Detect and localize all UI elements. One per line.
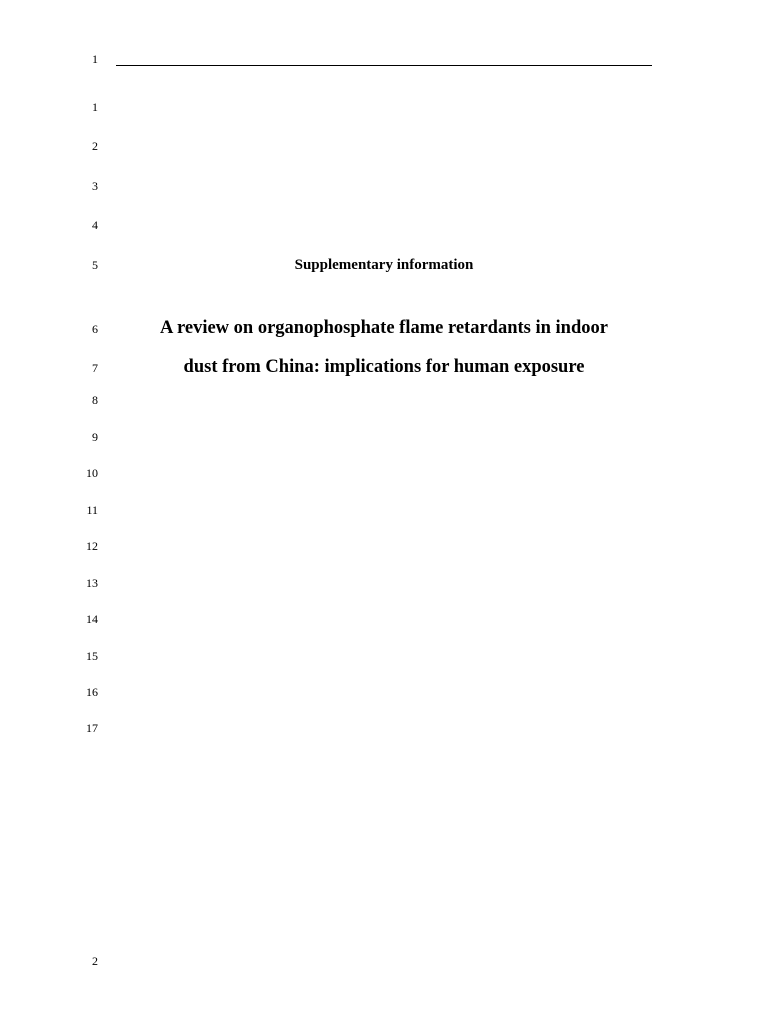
document-title-line-1: A review on organophosphate flame retardants in indoor bbox=[160, 318, 608, 338]
line-number: 3 bbox=[92, 179, 98, 193]
line-number: 12 bbox=[86, 539, 98, 553]
page-number: 2 bbox=[92, 954, 98, 968]
line-number: 6 bbox=[92, 322, 98, 336]
line-number: 9 bbox=[92, 430, 98, 444]
line-number: 14 bbox=[86, 612, 98, 626]
line-number: 13 bbox=[86, 576, 98, 590]
line-number: 11 bbox=[86, 503, 98, 517]
line-number: 5 bbox=[92, 258, 98, 272]
line-number: 16 bbox=[86, 685, 98, 699]
line-number: 1 bbox=[92, 100, 98, 114]
line-number: 17 bbox=[86, 721, 98, 735]
line-number: 10 bbox=[86, 466, 98, 480]
header-line-number: 1 bbox=[92, 52, 98, 66]
line-number: 4 bbox=[92, 218, 98, 232]
line-number: 7 bbox=[92, 361, 98, 375]
line-number: 2 bbox=[92, 139, 98, 153]
header-rule bbox=[116, 65, 652, 66]
supplementary-heading: Supplementary information bbox=[294, 257, 474, 273]
line-number: 15 bbox=[86, 649, 98, 663]
document-title-line-2: dust from China: implications for human exposure bbox=[183, 357, 585, 377]
line-number: 8 bbox=[92, 393, 98, 407]
